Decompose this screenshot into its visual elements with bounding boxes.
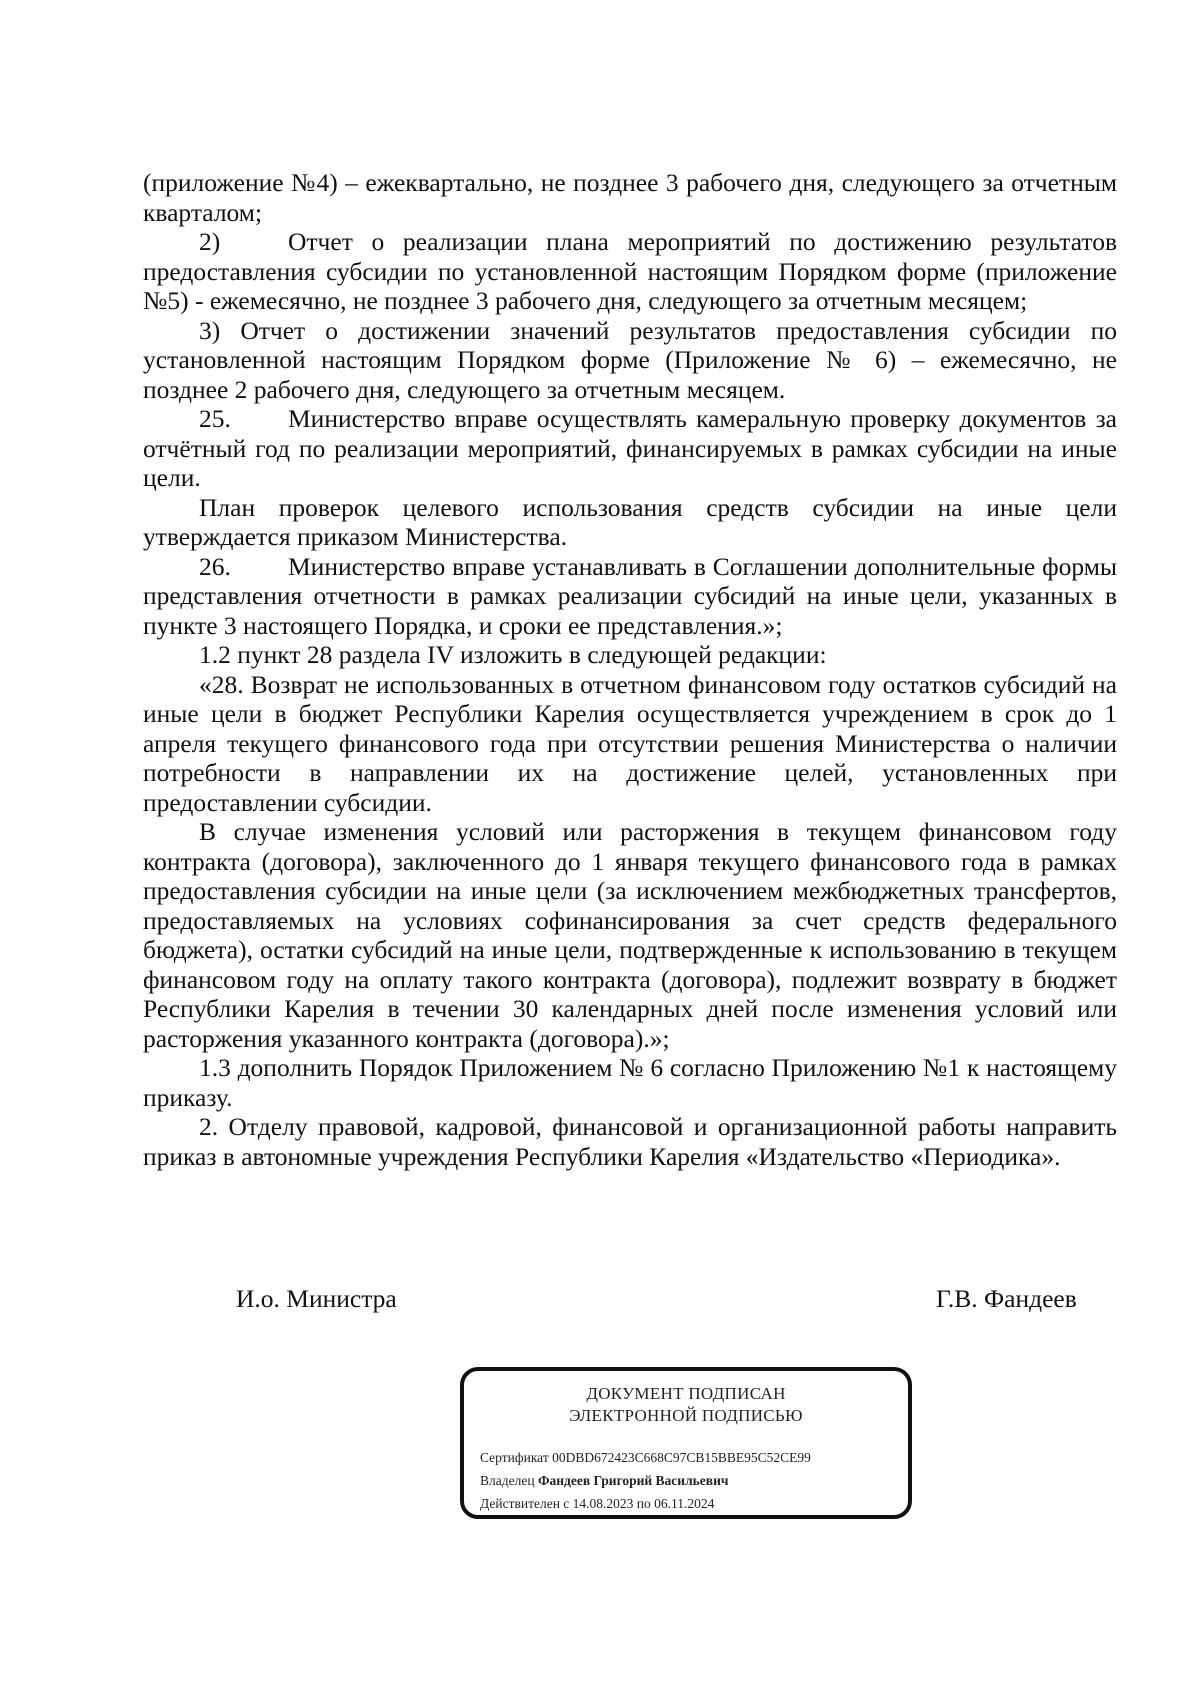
paragraph-text: 2. Отделу правовой, кадровой, финансовой и организационной работы направить приказ в автономные учреждения Республики Карелия «Издательство «Периодика». <box>143 1112 1117 1171</box>
valid-label: Действителен с <box>480 1496 570 1511</box>
paragraph-text: План проверок целевого использования средств субсидии на иные цели утверждается приказом Министерства. <box>143 492 1117 551</box>
stamp-owner-line <box>480 1472 728 1490</box>
paragraph-inspection-plan <box>143 493 1117 552</box>
signatory-name: Г.В. Фандеев <box>936 1284 1077 1313</box>
owner-label: Владелец <box>480 1473 535 1488</box>
paragraph-text: 1.2 пункт 28 раздела IV изложить в следующей редакции: <box>199 640 827 669</box>
paragraph-text: 1.3 дополнить Порядок Приложением № 6 согласно Приложению №1 к настоящему приказу. <box>143 1053 1117 1112</box>
valid-from: 14.08.2023 <box>572 1496 634 1511</box>
paragraph-appendix4-deadline <box>143 168 1117 227</box>
paragraph-text: Министерство вправе устанавливать в Соглашении дополнительные формы представления отчетности в рамках реализации субсидий на иные цели, указанных в пункте 3 настоящего Порядка, и сроки ее представления.»; <box>143 551 1117 640</box>
clause-number: 26. <box>199 551 231 581</box>
signatory-position: И.о. Министра <box>236 1284 397 1313</box>
clause-number: 25. <box>199 404 231 433</box>
paragraph-text: «28. Возврат не использованных в отчетном финансовом году остатков субсидий на иные цели в бюджет Республики Карелия осуществляется учреждением в срок до 1 апреля текущего финансового года при отсутствии решения Министерства о наличии потребности в направлении их на достижение целей, установленных при предоставлении субсидии. <box>143 669 1117 817</box>
paragraph-contract-change <box>143 817 1117 1053</box>
owner-value: Фандеев Григорий Васильевич <box>537 1473 729 1488</box>
paragraph-amendment-1-2 <box>143 640 1117 670</box>
paragraph-item-2 <box>143 227 1117 316</box>
paragraph-text: (приложение №4) – ежеквартально, не позднее 3 рабочего дня, следующего за отчетным кварталом; <box>143 168 1117 227</box>
electronic-signature-stamp <box>460 1367 912 1519</box>
paragraph-item-3 <box>143 316 1117 405</box>
paragraph-clause-25 <box>143 404 1117 493</box>
stamp-title-line1: ДОКУМЕНТ ПОДПИСАН <box>586 1384 786 1403</box>
paragraph-text: Министерство вправе осуществлять камеральную проверку документов за отчётный год по реализации мероприятий, финансируемых в рамках субсидии на иные цели. <box>143 404 1117 492</box>
certificate-label: Сертификат <box>480 1450 549 1465</box>
paragraph-text: Отчет о реализации плана мероприятий по достижению результатов предоставления субсидии по установленной настоящим Порядком форме (приложение №5) - ежемесячно, не позднее 3 рабочего дня, следующего за отчетным месяцем; <box>143 227 1117 315</box>
certificate-value: 00DBD672423C668C97CB15BBE95C52CE99 <box>552 1450 811 1465</box>
paragraph-text: 3) Отчет о достижении значений результатов предоставления субсидии по установленной настоящим Порядком форме (Приложение № 6) – ежемесячно, не позднее 2 рабочего дня, следующего за отчетным месяцем. <box>143 315 1117 404</box>
paragraph-text: В случае изменения условий или расторжения в текущем финансовом году контракта (договора), заключенного до 1 января текущего финансового года в рамках предоставления субсидии на иные цели (за исключением межбюджетных трансфертов, предоставляемых на условиях софинансирования за счет средств федерального бюджета), остатки субсидий на иные цели, подтвержденные к использованию в текущем финансовом году на оплату такого контракта (договора), подлежит возврату в бюджет Республики Карелия в течении 30 календарных дней после изменения условий или расторжения указанного контракта (договора).»; <box>143 817 1117 1053</box>
paragraph-amendment-1-3 <box>143 1053 1117 1112</box>
stamp-certificate-line <box>480 1449 811 1467</box>
valid-to: 06.11.2024 <box>654 1496 715 1511</box>
stamp-validity-line <box>480 1495 714 1513</box>
document-body <box>143 168 1117 1171</box>
item-number: 2) <box>199 227 221 256</box>
stamp-title-line2: ЭЛЕКТРОННОЙ ПОДПИСЬЮ <box>569 1406 803 1425</box>
paragraph-clause-28 <box>143 670 1117 818</box>
valid-to-label: по <box>636 1496 651 1511</box>
paragraph-clause-26 <box>143 552 1117 641</box>
stamp-title <box>464 1383 908 1427</box>
paragraph-item-2-directive <box>143 1112 1117 1171</box>
